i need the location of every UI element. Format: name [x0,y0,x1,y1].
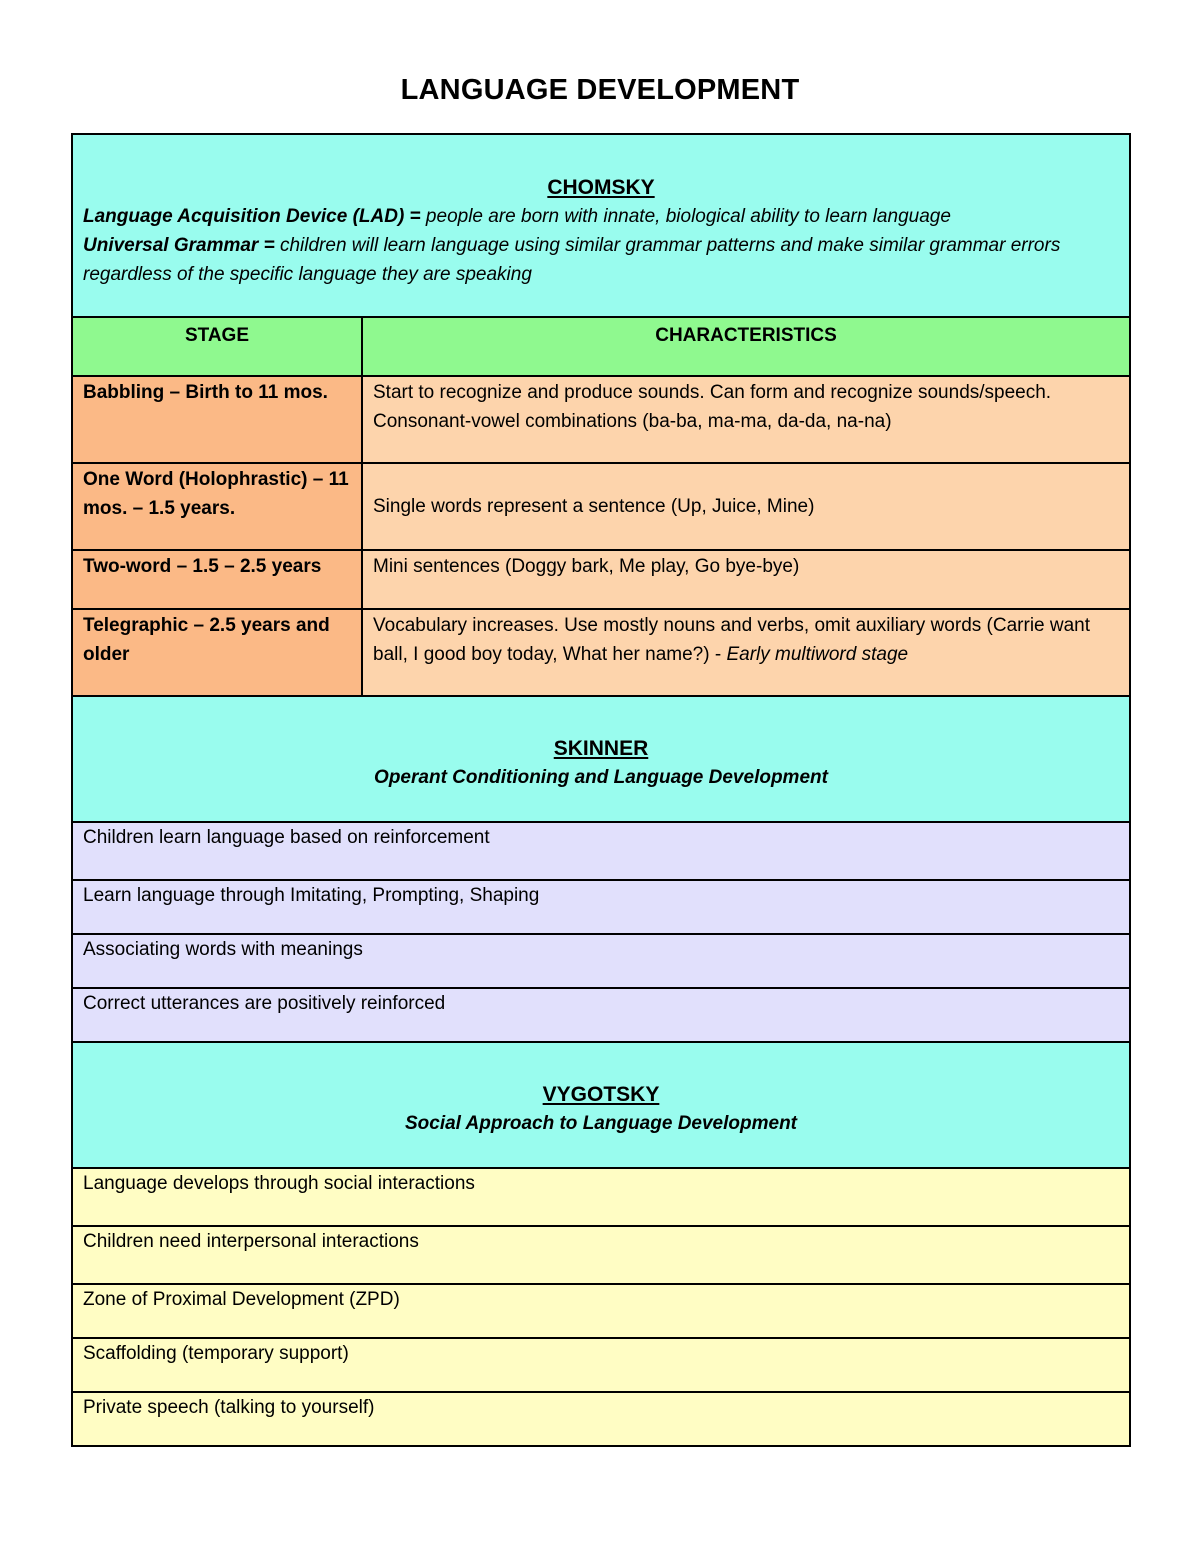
stage-name: One Word (Holophrastic) – 11 mos. – 1.5 years. [72,463,362,550]
vygotsky-header-cell [72,1042,1130,1168]
ug-term: Universal Grammar = [83,235,275,256]
stage-characteristics [362,376,1130,463]
vygotsky-row [72,1284,1130,1338]
stage-characteristics: Mini sentences (Doggy bark, Me play, Go bye-bye) [362,550,1130,609]
col-stage-header: STAGE [72,317,362,376]
skinner-item: Associating words with meanings [72,934,1130,988]
skinner-item: Correct utterances are positively reinforced [72,988,1130,1042]
vygotsky-row [72,1168,1130,1226]
skinner-header-row [72,696,1130,822]
skinner-row [72,934,1130,988]
chomsky-ug [83,231,1119,289]
skinner-subtitle: Operant Conditioning and Language Development [374,767,828,788]
vygotsky-subtitle: Social Approach to Language Development [404,1113,798,1134]
vygotsky-item: Zone of Proximal Development (ZPD) [72,1284,1130,1338]
skinner-row [72,988,1130,1042]
stage-row [72,609,1130,696]
vygotsky-item: Private speech (talking to yourself) [72,1392,1130,1446]
chomsky-header-row [72,134,1130,317]
lad-desc: people are born with innate, biological ability to learn language [420,206,951,227]
stage-name: Telegraphic – 2.5 years and older [72,609,362,696]
column-header-row [72,317,1130,376]
ug-desc: children will learn language using similar grammar patterns and make similar grammar errors regardless of the specific language they are speaking [83,235,1061,285]
vygotsky-header-row [72,1042,1130,1168]
language-development-table [71,133,1131,1447]
characteristic-line: Consonant-vowel combinations (ba-ba, ma-ma, da-da, na-na) [373,411,892,432]
vygotsky-item: Scaffolding (temporary support) [72,1338,1130,1392]
lad-term: Language Acquisition Device (LAD) = [83,206,421,227]
vygotsky-item: Language develops through social interactions [72,1168,1130,1226]
stage-name: Babbling – Birth to 11 mos. [72,376,362,463]
chomsky-heading: CHOMSKY [547,176,655,199]
skinner-row [72,822,1130,880]
stage-row [72,463,1130,550]
skinner-header-cell [72,696,1130,822]
vygotsky-row [72,1392,1130,1446]
skinner-item: Children learn language based on reinforcement [72,822,1130,880]
chomsky-header-cell [72,134,1130,317]
vygotsky-item: Children need interpersonal interactions [72,1226,1130,1284]
chomsky-lad [83,202,1119,231]
col-characteristics-header: CHARACTERISTICS [362,317,1130,376]
stage-row [72,376,1130,463]
stage-characteristics [362,609,1130,696]
skinner-item: Learn language through Imitating, Prompting, Shaping [72,880,1130,934]
vygotsky-row [72,1338,1130,1392]
vygotsky-row [72,1226,1130,1284]
stage-name: Two-word – 1.5 – 2.5 years [72,550,362,609]
characteristic-line: Start to recognize and produce sounds. Can form and recognize sounds/speech. [373,382,1052,403]
vygotsky-heading: VYGOTSKY [542,1083,660,1106]
characteristic-text: Vocabulary increases. Use mostly nouns and verbs, omit auxiliary words (Carrie want ball, I good boy today, What her name?) - [373,615,1091,665]
page-title: LANGUAGE DEVELOPMENT [400,74,800,106]
stage-characteristics: Single words represent a sentence (Up, Juice, Mine) [362,463,1130,550]
stage-row [72,550,1130,609]
characteristic-italic: Early multiword stage [726,644,909,665]
skinner-row [72,880,1130,934]
skinner-heading: SKINNER [553,737,649,760]
